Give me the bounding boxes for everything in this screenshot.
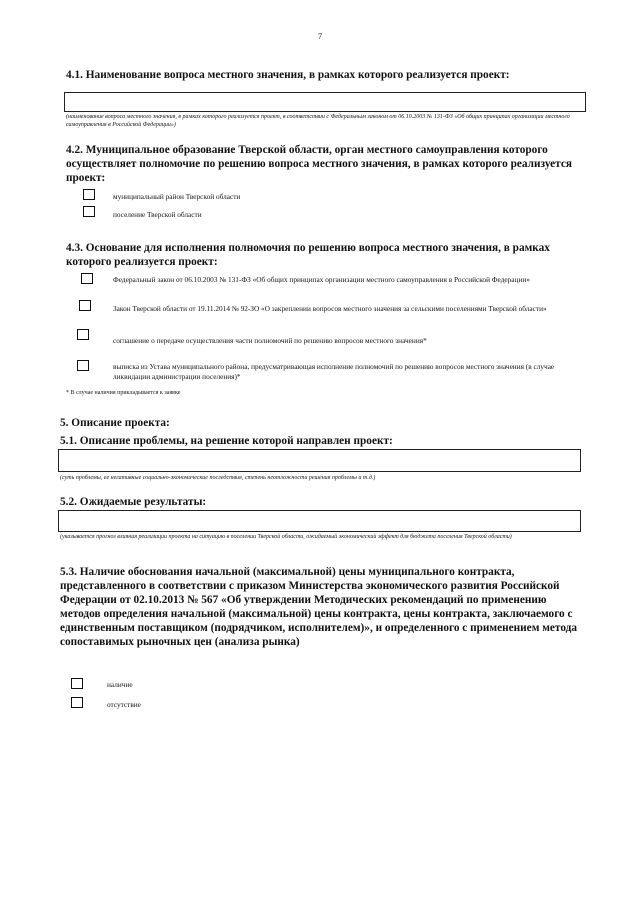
option-settlement: поселение Тверской области: [113, 210, 202, 219]
section-5-1-note: (суть проблемы, ее негативные социально-экономические последствия, степень неотложности решения проблемы и т.д.): [60, 475, 376, 481]
checkbox-federal-law[interactable]: [81, 273, 93, 284]
section-5-1-heading: 5.1. Описание проблемы, на решение которой направлен проект:: [60, 435, 393, 447]
section-4-3-heading: 4.3. Основание для исполнения полномочия по решению вопроса местного значения, в рамках которого реализуется проект:: [66, 242, 550, 268]
checkbox-settlement[interactable]: [83, 206, 95, 217]
option-federal-law: Федеральный закон от 06.10.2003 № 131-ФЗ «Об общих принципах организации местного самоуправления в Российской Федерации»: [113, 275, 530, 284]
expected-results-field[interactable]: [58, 510, 581, 532]
option-available: наличие: [107, 680, 133, 689]
section-5-heading: 5. Описание проекта:: [60, 417, 170, 429]
option-agreement: соглашение о передаче осуществления части полномочий по решению вопросов местного значения*: [113, 336, 427, 345]
section-5-2-note: (указывается прогноз влияния реализации проекта на ситуацию в поселении Тверской области, ожидаемый экономический эффект для бюджета поселения Тверской области): [60, 534, 512, 540]
option-charter-extract: выписка из Устава муниципального района, предусматривающая исполнение полномочий по решению вопросов местного значения (в случае ликвидации администрации поселения)*: [113, 362, 555, 381]
option-municipal-district: муниципальный район Тверской области: [113, 192, 241, 201]
section-4-2-heading: 4.2. Муниципальное образование Тверской области, орган местного самоуправления которого осуществляет полномочие по решению вопроса местного значения, в рамках которого реализуется проект:: [66, 144, 572, 184]
section-4-1-note: (наименование вопроса местного значения, в рамках которого реализуется проект, в соответствии с Федеральным законом от 06.10.2003 № 131-ФЗ «Об общих принципах организации местного самоуправления в Российской Федерации»): [66, 114, 570, 128]
checkbox-regional-law[interactable]: [79, 300, 91, 311]
section-4-1-heading: 4.1. Наименование вопроса местного значения, в рамках которого реализуется проект:: [66, 69, 510, 81]
option-absent: отсутствие: [107, 700, 141, 709]
section-5-2-heading: 5.2. Ожидаемые результаты:: [60, 496, 207, 508]
page-number: 7: [318, 32, 322, 41]
checkbox-municipal-district[interactable]: [83, 189, 95, 200]
footnote: * В случае наличия прикладывается к заявке: [66, 390, 181, 396]
checkbox-agreement[interactable]: [77, 329, 89, 340]
problem-description-field[interactable]: [58, 449, 581, 472]
issue-name-field[interactable]: [64, 92, 586, 112]
checkbox-available[interactable]: [71, 678, 83, 689]
checkbox-absent[interactable]: [71, 697, 83, 708]
section-5-3-heading: 5.3. Наличие обоснования начальной (максимальной) цены муниципального контракта, представленного в соответствии с приказом Министерства экономического развития Российской Федерации от 02.10.2013 № 567 «Об утверждении Методических рекомендаций по применению методов определения начальной (максимальной) цены контракта, цены контракта, заключаемого с единственным поставщиком (подрядчиком, исполнителем)», и определенного с применением метода сопоставимых рыночных цен (анализа рынка): [60, 566, 578, 648]
checkbox-charter-extract[interactable]: [77, 360, 89, 371]
option-regional-law: Закон Тверской области от 19.11.2014 № 92-ЗО «О закреплении вопросов местного значения за сельскими поселениями Тверской области»: [113, 304, 547, 313]
